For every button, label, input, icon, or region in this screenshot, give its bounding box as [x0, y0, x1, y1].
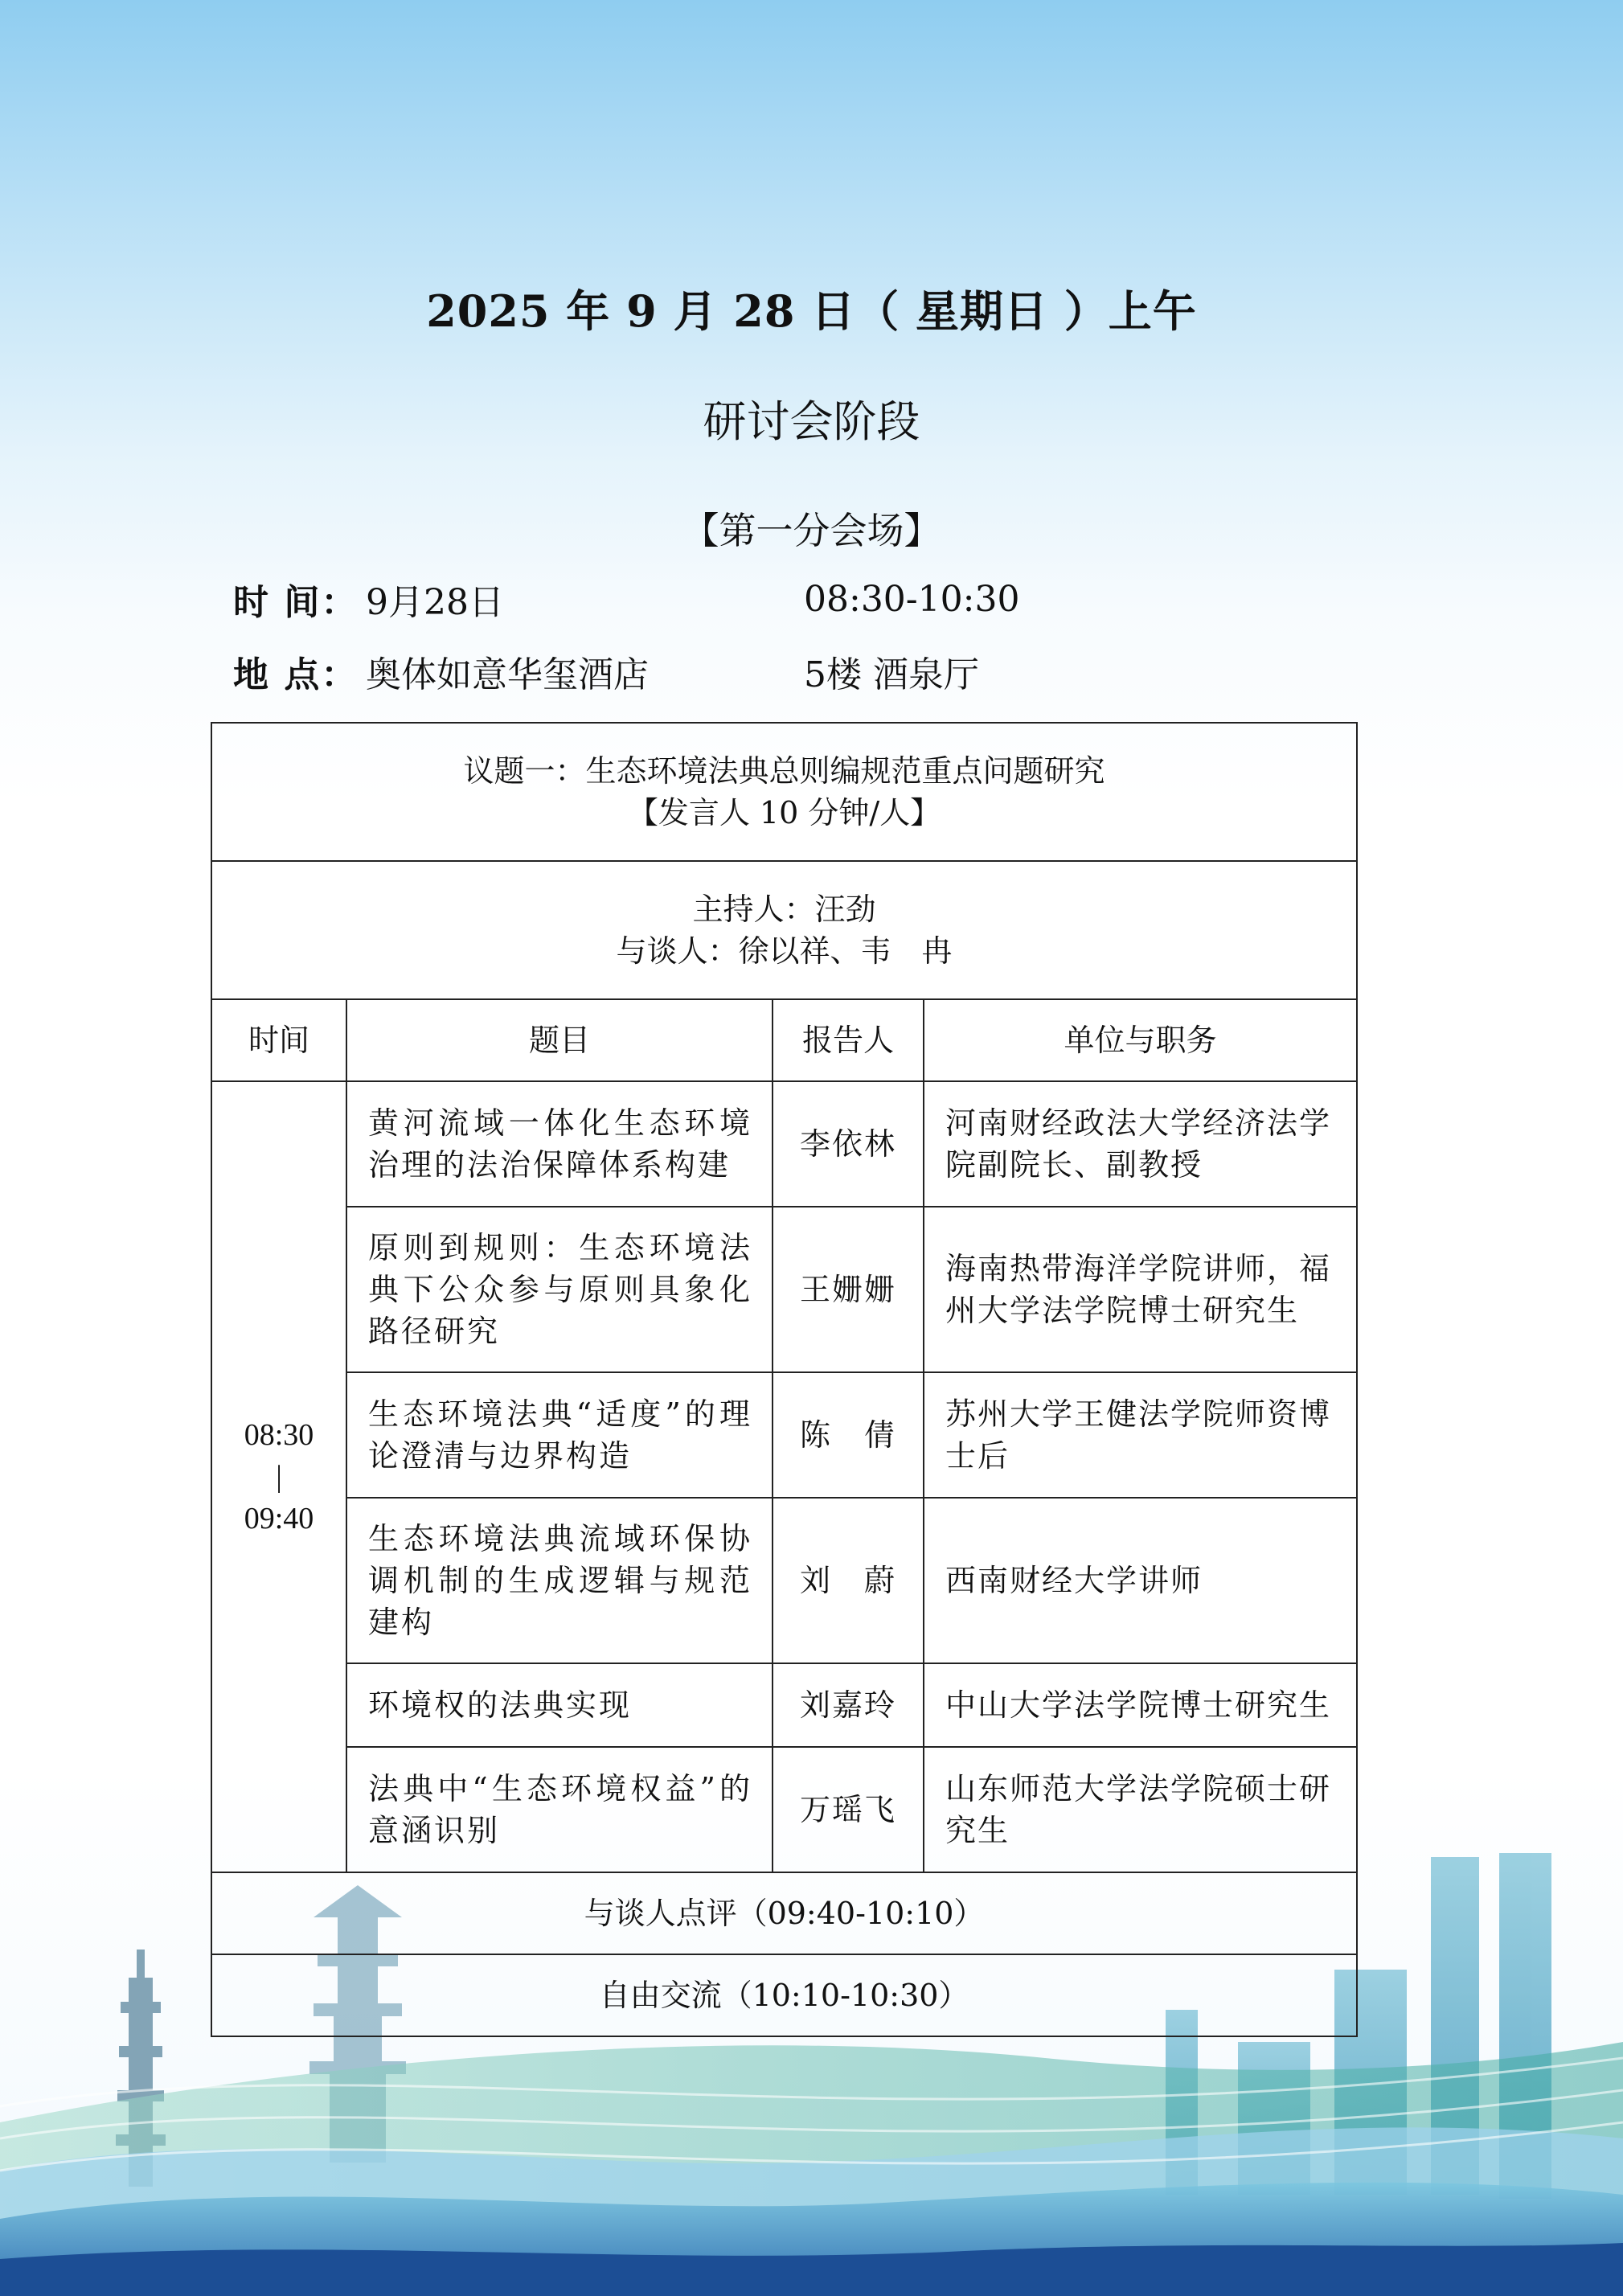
schedule-table: [211, 722, 1358, 2037]
free-talk-cell: 自由交流（10:10-10:30）: [211, 1954, 1357, 2036]
panel-line: 与谈人：徐以祥、韦 冉: [616, 933, 953, 969]
date-title: 2025 年 9 月 28 日（ 星期日 ）上午: [426, 285, 1197, 337]
column-header-unit: 单位与职务: [924, 999, 1357, 1081]
time-label: 时 间：: [233, 582, 359, 623]
talk-speaker: 陈 倩: [773, 1372, 924, 1498]
info-place-row: [233, 647, 979, 695]
talk-unit: 中山大学法学院博士研究生: [924, 1663, 1357, 1747]
talk-title: 法典中“生态环境权益”的意涵识别: [346, 1747, 773, 1872]
table-row: [211, 1747, 1357, 1872]
time-range: 08:30-10:30: [804, 578, 1020, 620]
info-time-row: [233, 575, 1019, 623]
talk-title: 生态环境法典流域环保协调机制的生成逻辑与规范建构: [346, 1498, 773, 1663]
talk-unit: 河南财经政法大学经济法学院副院长、副教授: [924, 1081, 1357, 1207]
column-header-speaker: 报告人: [773, 999, 924, 1081]
table-row: [211, 1663, 1357, 1747]
time-separator: |: [276, 1460, 282, 1494]
table-row: [211, 1498, 1357, 1663]
host-block: [211, 861, 1357, 999]
talk-unit: 苏州大学王健法学院师资博士后: [924, 1372, 1357, 1498]
talk-speaker: 刘 蔚: [773, 1498, 924, 1663]
column-header-time: 时间: [211, 999, 346, 1081]
talk-title: 生态环境法典“适度”的理论澄清与边界构造: [346, 1372, 773, 1498]
talk-title: 原则到规则：生态环境法典下公众参与原则具象化路径研究: [346, 1207, 773, 1372]
time-date: 9月28日: [366, 582, 504, 623]
place-label: 地 点：: [233, 654, 359, 695]
topic-note: 【发言人 10 分钟/人】: [627, 795, 941, 830]
talk-unit: 海南热带海洋学院讲师，福州大学法学院博士研究生: [924, 1207, 1357, 1372]
review-cell: 与谈人点评（09:40-10:10）: [211, 1872, 1357, 1954]
review-row: [211, 1872, 1357, 1954]
talk-speaker: 王姗姗: [773, 1207, 924, 1372]
topic-title: 议题一：生态环境法典总则编规范重点问题研究: [463, 753, 1105, 789]
talk-unit: 西南财经大学讲师: [924, 1498, 1357, 1663]
session-title: 【第一分会场】: [682, 509, 941, 552]
host-line: 主持人：汪劲: [692, 892, 876, 927]
free-talk-row: [211, 1954, 1357, 2036]
talk-unit: 山东师范大学法学院硕士研究生: [924, 1747, 1357, 1872]
place-venue: 奥体如意华玺酒店: [366, 654, 649, 695]
time-span-cell: [211, 1081, 346, 1872]
talk-speaker: 万瑶飞: [773, 1747, 924, 1872]
time-start: 08:30: [244, 1418, 314, 1452]
column-header-title: 题目: [346, 999, 773, 1081]
table-row: [211, 1081, 1357, 1207]
talk-title: 黄河流域一体化生态环境治理的法治保障体系构建: [346, 1081, 773, 1207]
time-end: 09:40: [244, 1502, 314, 1535]
talk-title: 环境权的法典实现: [346, 1663, 773, 1747]
stage-title: 研讨会阶段: [703, 396, 920, 447]
table-header-row: [211, 999, 1357, 1081]
table-row: [211, 1372, 1357, 1498]
topic-header: [211, 723, 1357, 861]
talk-speaker: 刘嘉玲: [773, 1663, 924, 1747]
place-room: 5楼 酒泉厅: [804, 654, 979, 695]
talk-speaker: 李依林: [773, 1081, 924, 1207]
table-row: [211, 1207, 1357, 1372]
